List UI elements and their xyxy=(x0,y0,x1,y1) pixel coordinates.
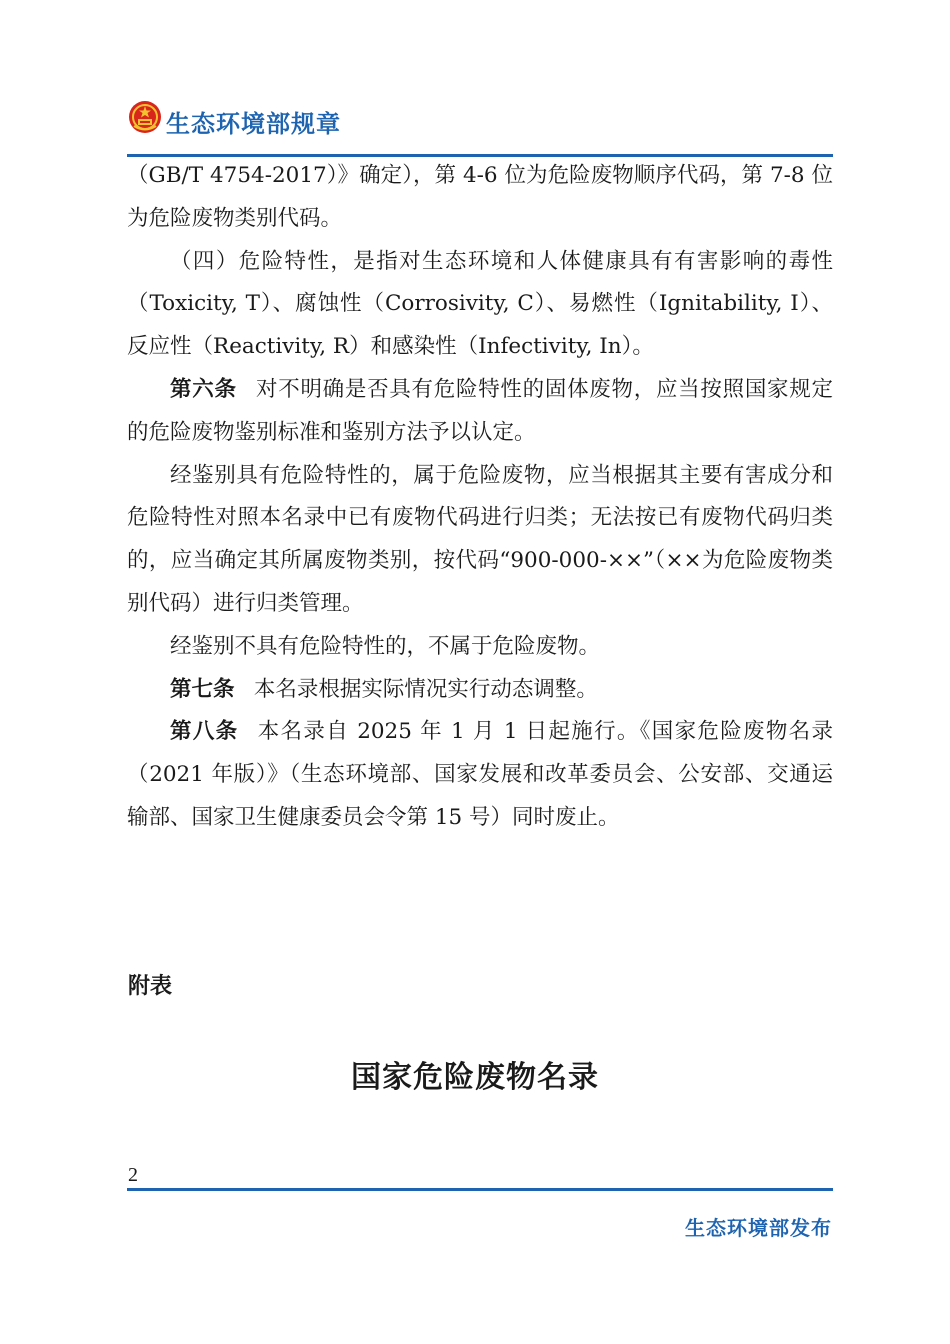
paragraph-continuation: （GB/T 4754-2017）》确定），第 4-6 位为危险废物顺序代码，第 7-8 位为危险废物类别代码。 xyxy=(127,163,833,231)
article-6 xyxy=(127,369,833,455)
footer-publisher: 生态环境部发布 xyxy=(685,1216,832,1240)
article-6-text: 对不明确是否具有危险特性的固体废物，应当按照国家规定的危险废物鉴别标准和鉴别方法予以认定。 xyxy=(127,376,833,445)
annex-title: 国家危险废物名录 xyxy=(351,1060,599,1095)
page-number: 2 xyxy=(128,1164,138,1186)
article-7 xyxy=(127,669,833,712)
document-body xyxy=(127,155,833,840)
footer-divider xyxy=(127,1188,833,1191)
article-8-text: 本名录自 2025 年 1 月 1 日起施行。《国家危险废物名录（2021 年版）》（生态环境部、国家发展和改革委员会、公安部、交通运输部、国家卫生健康委员会令第 15 号）同时废止。 xyxy=(127,719,833,830)
annex-label: 附表 xyxy=(128,974,173,999)
article-7-label: 第七条 xyxy=(170,676,235,702)
paragraph-identified-hazardous: 经鉴别具有危险特性的，属于危险废物，应当根据其主要有害成分和危险特性对照本名录中已有废物代码进行归类；无法按已有废物代码归类的，应当确定其所属废物类别，按代码“900-000-××”（××为危险废物类别代码）进行归类管理。 xyxy=(127,462,833,616)
article-7-text: 本名录根据实际情况实行动态调整。 xyxy=(253,676,598,702)
article-6-label: 第六条 xyxy=(170,376,237,402)
paragraph-hazard-characteristics: （四）危险特性，是指对生态环境和人体健康具有有害影响的毒性（Toxicity, T）、腐蚀性（Corrosivity, C）、易燃性（Ignitability, I）、反应性（Reactivity, R）和感染性（Infectivity, In）。 xyxy=(127,248,833,360)
paragraph-not-hazardous: 经鉴别不具有危险特性的，不属于危险废物。 xyxy=(170,633,601,659)
national-emblem-icon xyxy=(128,100,162,134)
article-8 xyxy=(127,711,833,839)
header-title: 生态环境部规章 xyxy=(166,110,341,138)
article-8-label: 第八条 xyxy=(170,719,239,745)
